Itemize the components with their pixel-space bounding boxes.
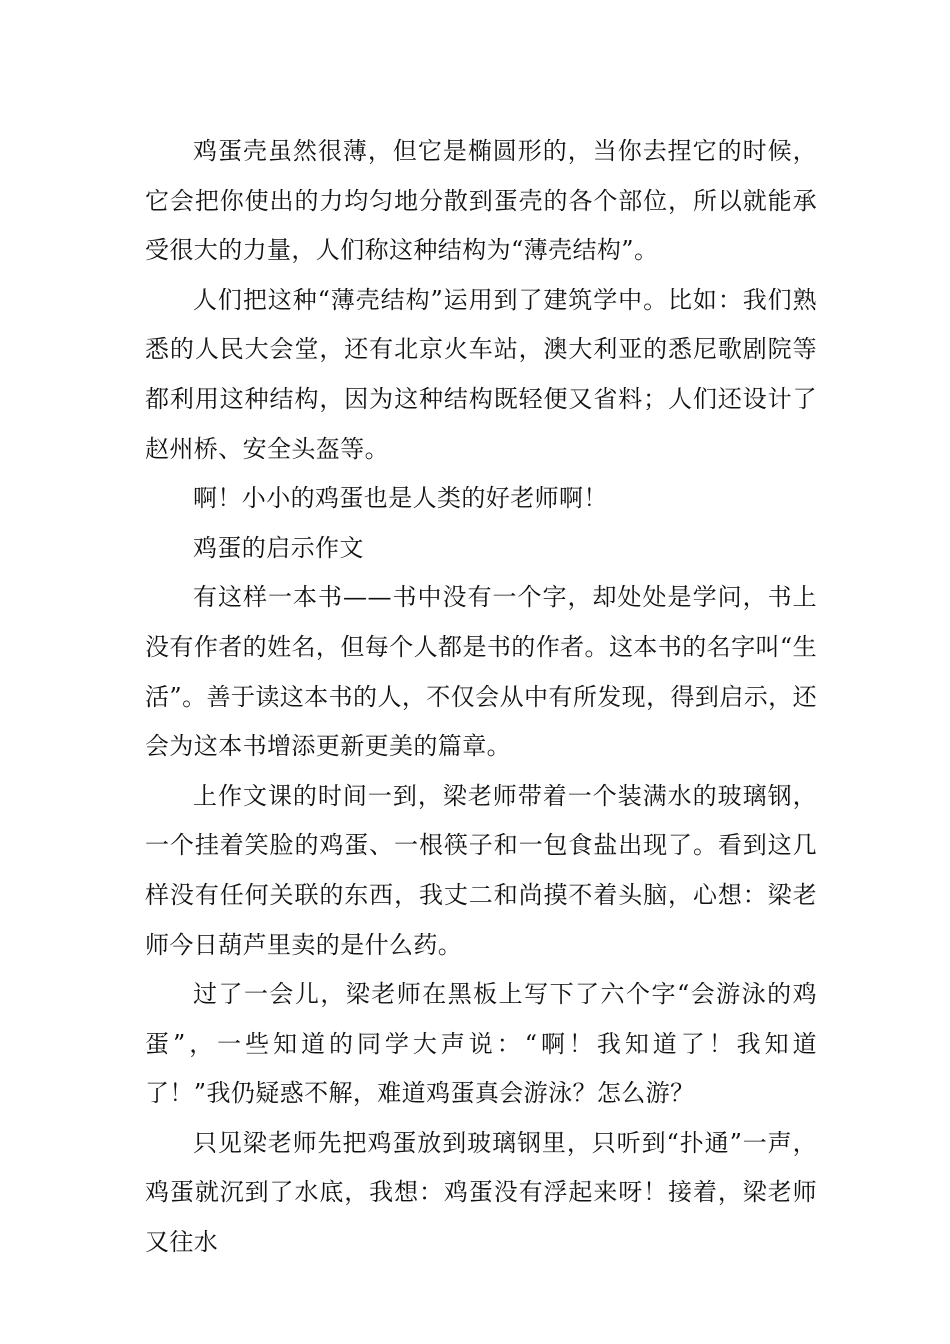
- paragraph-exclamation: 啊！小小的鸡蛋也是人类的好老师啊！: [193, 484, 608, 513]
- paragraph-architecture-use: 人们把这种“薄壳结构”运用到了建筑学中。比如：我们熟悉的人民大会堂，还有北京火车站，澳大利亚的悉尼歌剧院等都利用这种结构，因为这种结构既轻便又省料；人们还设计了赵州桥、安全头盔等。: [145, 285, 817, 463]
- document-body: [145, 127, 817, 1268]
- paragraph-egg-sinks: 只见梁老师先把鸡蛋放到玻璃钢里，只听到“扑通”一声，鸡蛋就沉到了水底，我想：鸡蛋没有浮起来呀！接着，梁老师又往水: [145, 1128, 817, 1257]
- paragraph-book-of-life: 有这样一本书——书中没有一个字，却处处是学问，书上没有作者的姓名，但每个人都是书的作者。这本书的名字叫“生活”。善于读这本书的人，不仅会从中有所发现，得到启示，还会为这本书增添更新更美的篇章。: [145, 583, 817, 761]
- essay-title: 鸡蛋的启示作文: [193, 533, 364, 562]
- paragraph-swimming-egg: 过了一会儿，梁老师在黑板上写下了六个字“会游泳的鸡蛋”，一些知道的同学大声说：“啊！我知道了！我知道了！”我仍疑惑不解，难道鸡蛋真会游泳？怎么游？: [145, 980, 817, 1108]
- paragraph-writing-class: 上作文课的时间一到，梁老师带着一个装满水的玻璃钢，一个挂着笑脸的鸡蛋、一根筷子和一包食盐出现了。看到这几样没有任何关联的东西，我丈二和尚摸不着头脑，心想：梁老师今日葫芦里卖的是什么药。: [145, 781, 817, 959]
- paragraph-eggshell-structure: 鸡蛋壳虽然很薄，但它是椭圆形的，当你去捏它的时候，它会把你使出的力均匀地分散到蛋壳的各个部位，所以就能承受很大的力量，人们称这种结构为“薄壳结构”。: [145, 137, 817, 265]
